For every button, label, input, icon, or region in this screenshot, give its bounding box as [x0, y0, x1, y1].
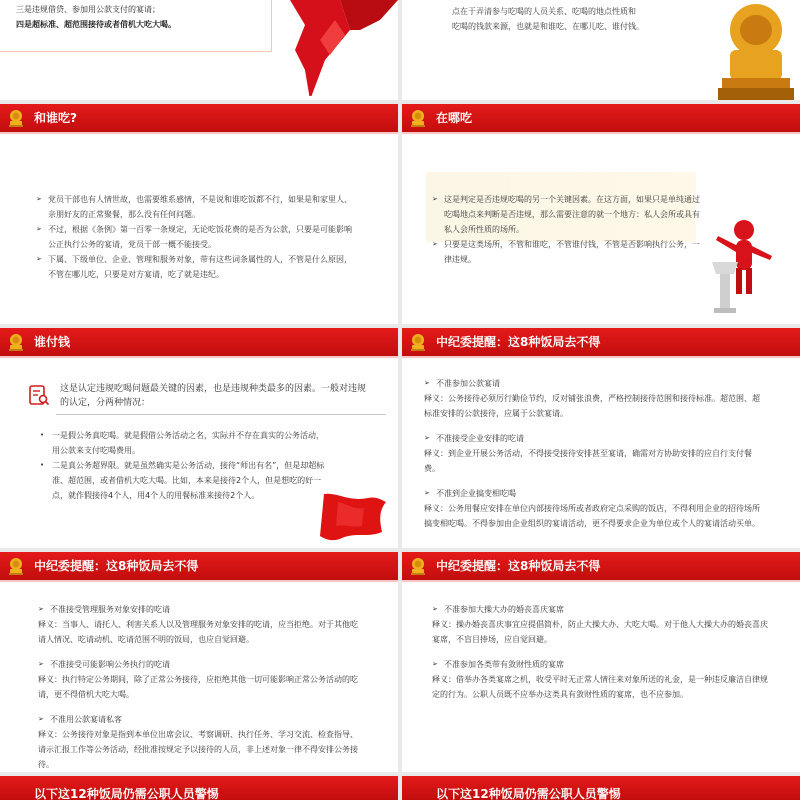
rule-heading: ➢ 不准接受可能影响公务执行的吃请 — [38, 657, 362, 672]
rule-heading: ➢ 不准用公款宴请私客 — [38, 712, 362, 727]
slide-title: 和谁吃? — [34, 111, 77, 125]
lion-icon — [6, 108, 26, 128]
slide-header-bar — [402, 328, 800, 358]
slide-with-whom — [0, 104, 398, 324]
slide-title: 在哪吃 — [436, 111, 473, 125]
bullet-item: ➢ 这是判定是否违规吃喝的另一个关键因素。在这方面，如果只是单纯通过吃喝地点来判断是否违规，那么需要注意的就一个地方：私人会所或具有私人会所性质的场所。 — [432, 192, 702, 237]
bullet-item: ➢ 下属、下级单位、企业、管理和服务对象，带有这些词条属性的人，不管是什么原因，不管在哪儿吃，只要是对方宴请，吃了就是违纪。 — [36, 252, 356, 282]
slide-title: 谁付钱 — [34, 335, 71, 349]
bullet-item: • 一是假公务真吃喝。就是假借公务活动之名，实际并不存在真实的公务活动，用公款来支付吃喝费用。 — [40, 428, 330, 458]
rule-heading: ➢ 不准接受企业安排的吃请 — [424, 431, 764, 446]
slide-ccdi-reminder-2 — [0, 552, 398, 772]
rule-heading: ➢ 不准参加大操大办的婚丧喜庆宴席 — [432, 602, 772, 617]
slide-top-left — [0, 0, 398, 100]
rule-explanation: 释义：当事人、请托人、利害关系人以及管理服务对象安排的吃请，应当拒绝。对于其他吃请人情况、吃请动机、吃请范围不明的饭局，也应自觉回避。 — [38, 620, 358, 644]
lion-icon — [408, 556, 428, 576]
slide-title: 中纪委提醒：这8种饭局去不得 — [34, 559, 199, 573]
slide-header-bar — [402, 552, 800, 582]
slide-ccdi-reminder-3 — [402, 552, 800, 772]
bullet-item: 三是违规借贷、参加用公款支付的宴请； — [16, 5, 160, 14]
slide-top-right — [402, 0, 800, 100]
stone-lion-graphic — [712, 0, 800, 100]
rule-heading: ➢ 不准接受管理服务对象安排的吃请 — [38, 602, 362, 617]
bullet-item: ➢ 党员干部也有人情世故，也需要维系感情，不是说和谁吃饭都不行，如果是和家里人、亲朋好友的正常聚餐，那么没有任何问题。 — [36, 192, 356, 222]
lion-icon — [6, 556, 26, 576]
rule-heading: ➢ 不准参加公款宴请 — [424, 376, 764, 391]
lion-icon — [408, 108, 428, 128]
slide-where — [402, 104, 800, 324]
rule-explanation: 释义：操办婚丧喜庆事宜应提倡简朴，防止大操大办、大吃大喝。对于他人大操大办的婚丧喜庆宴席，不盲目捧场，应自觉回避。 — [432, 620, 768, 644]
bullet-item: • 二是真公务超界限。就是虽然确实是公务活动，接待“师出有名”，但是却超标准、超范围，或者借机大吃大喝。比如，本来是接待2个人，但是想吃的好一点，就作假接待4个人，用4个人的用餐标准来接待2个人。 — [40, 458, 330, 503]
rule-explanation: 释义：公务接待对象是指到本单位出席会议、考察调研、执行任务、学习交流、检查指导、请示汇报工作等公务活动，经批准按规定予以接待的人员，非上述对象一律不得安排公务接待。 — [38, 730, 358, 769]
rule-explanation: 释义：到企业开展公务活动，不得接受接待安排甚至宴请，确需对方协助安排的应自行支付餐费。 — [424, 449, 752, 473]
bullet-item: ➢ 不过，根据《条例》第一百零一条规定，无论吃饭花费的是否为公款，只要是可能影响公正执行公务的宴请，党员干部一概不能接受。 — [36, 222, 356, 252]
slide-bottom-left — [0, 776, 398, 800]
slide-header-bar — [0, 776, 398, 800]
slide-title: 中纪委提醒：这8种饭局去不得 — [436, 335, 601, 349]
slide-header-bar — [402, 104, 800, 134]
red-flag-graphic — [318, 492, 388, 546]
slide-title: 以下这12种饭局仍需公职人员警惕 — [436, 787, 621, 800]
slide-header-bar — [0, 104, 398, 134]
speaker-figure-graphic — [698, 216, 782, 316]
bullet-item: 四是超标准、超范围接待或者借机大吃大喝。 — [16, 20, 176, 29]
rule-explanation: 释义：公务用餐应安排在单位内部接待场所或者政府定点采购的饭店，不得利用企业的招待场所搞变相吃喝。不得参加由企业组织的宴请活动，更不得要求企业为单位或个人的宴请活动买单。 — [424, 504, 760, 528]
slide-who-pays — [0, 328, 398, 548]
slide-bottom-right — [402, 776, 800, 800]
lion-icon — [408, 332, 428, 352]
rule-explanation: 释义：执行特定公务期间，除了正常公务接待，应拒绝其他一切可能影响正常公务活动的吃请，更不得借机大吃大喝。 — [38, 675, 358, 699]
lion-icon — [6, 332, 26, 352]
document-search-icon — [28, 384, 50, 406]
slide-title: 中纪委提醒：这8种饭局去不得 — [436, 559, 601, 573]
rule-explanation: 释义：公务接待必须厉行勤俭节约，反对铺张浪费，严格控制接待范围和接待标准。超范围、超标准安排的公款接待，应属于公款宴请。 — [424, 394, 760, 418]
rule-explanation: 释义：借举办各类宴席之机，收受平时无正常人情往来对象所送的礼金，是一种违反廉洁自律规定的行为。公职人员既不应举办这类具有敛财性质的宴席，也不应参加。 — [432, 675, 768, 699]
slide-header-bar — [0, 328, 398, 358]
text-line: 吃喝的钱款来源，也就是和谁吃、在哪儿吃、谁付钱。 — [452, 22, 644, 31]
text-line: 点在于弄清参与吃喝的人员关系、吃喝的地点性质和 — [452, 7, 636, 16]
intro-text: 这是认定违规吃喝问题最关键的因素，也是违规种类最多的因素。一般对违规的认定，分两种情况： — [60, 384, 367, 408]
bullet-item: ➢ 只要是这类场所，不管和谁吃，不管谁付钱，不管是否影响执行公务，一律违规。 — [432, 237, 702, 267]
party-flag-graphic — [280, 0, 398, 100]
slide-ccdi-reminder-1 — [402, 328, 800, 548]
slide-header-bar — [402, 776, 800, 800]
rule-heading: ➢ 不准到企业搞变相吃喝 — [424, 486, 764, 501]
divider — [56, 414, 386, 415]
slide-title: 以下这12种饭局仍需公职人员警惕 — [34, 787, 219, 800]
slide-header-bar — [0, 552, 398, 582]
rule-heading: ➢ 不准参加各类带有敛财性质的宴席 — [432, 657, 772, 672]
